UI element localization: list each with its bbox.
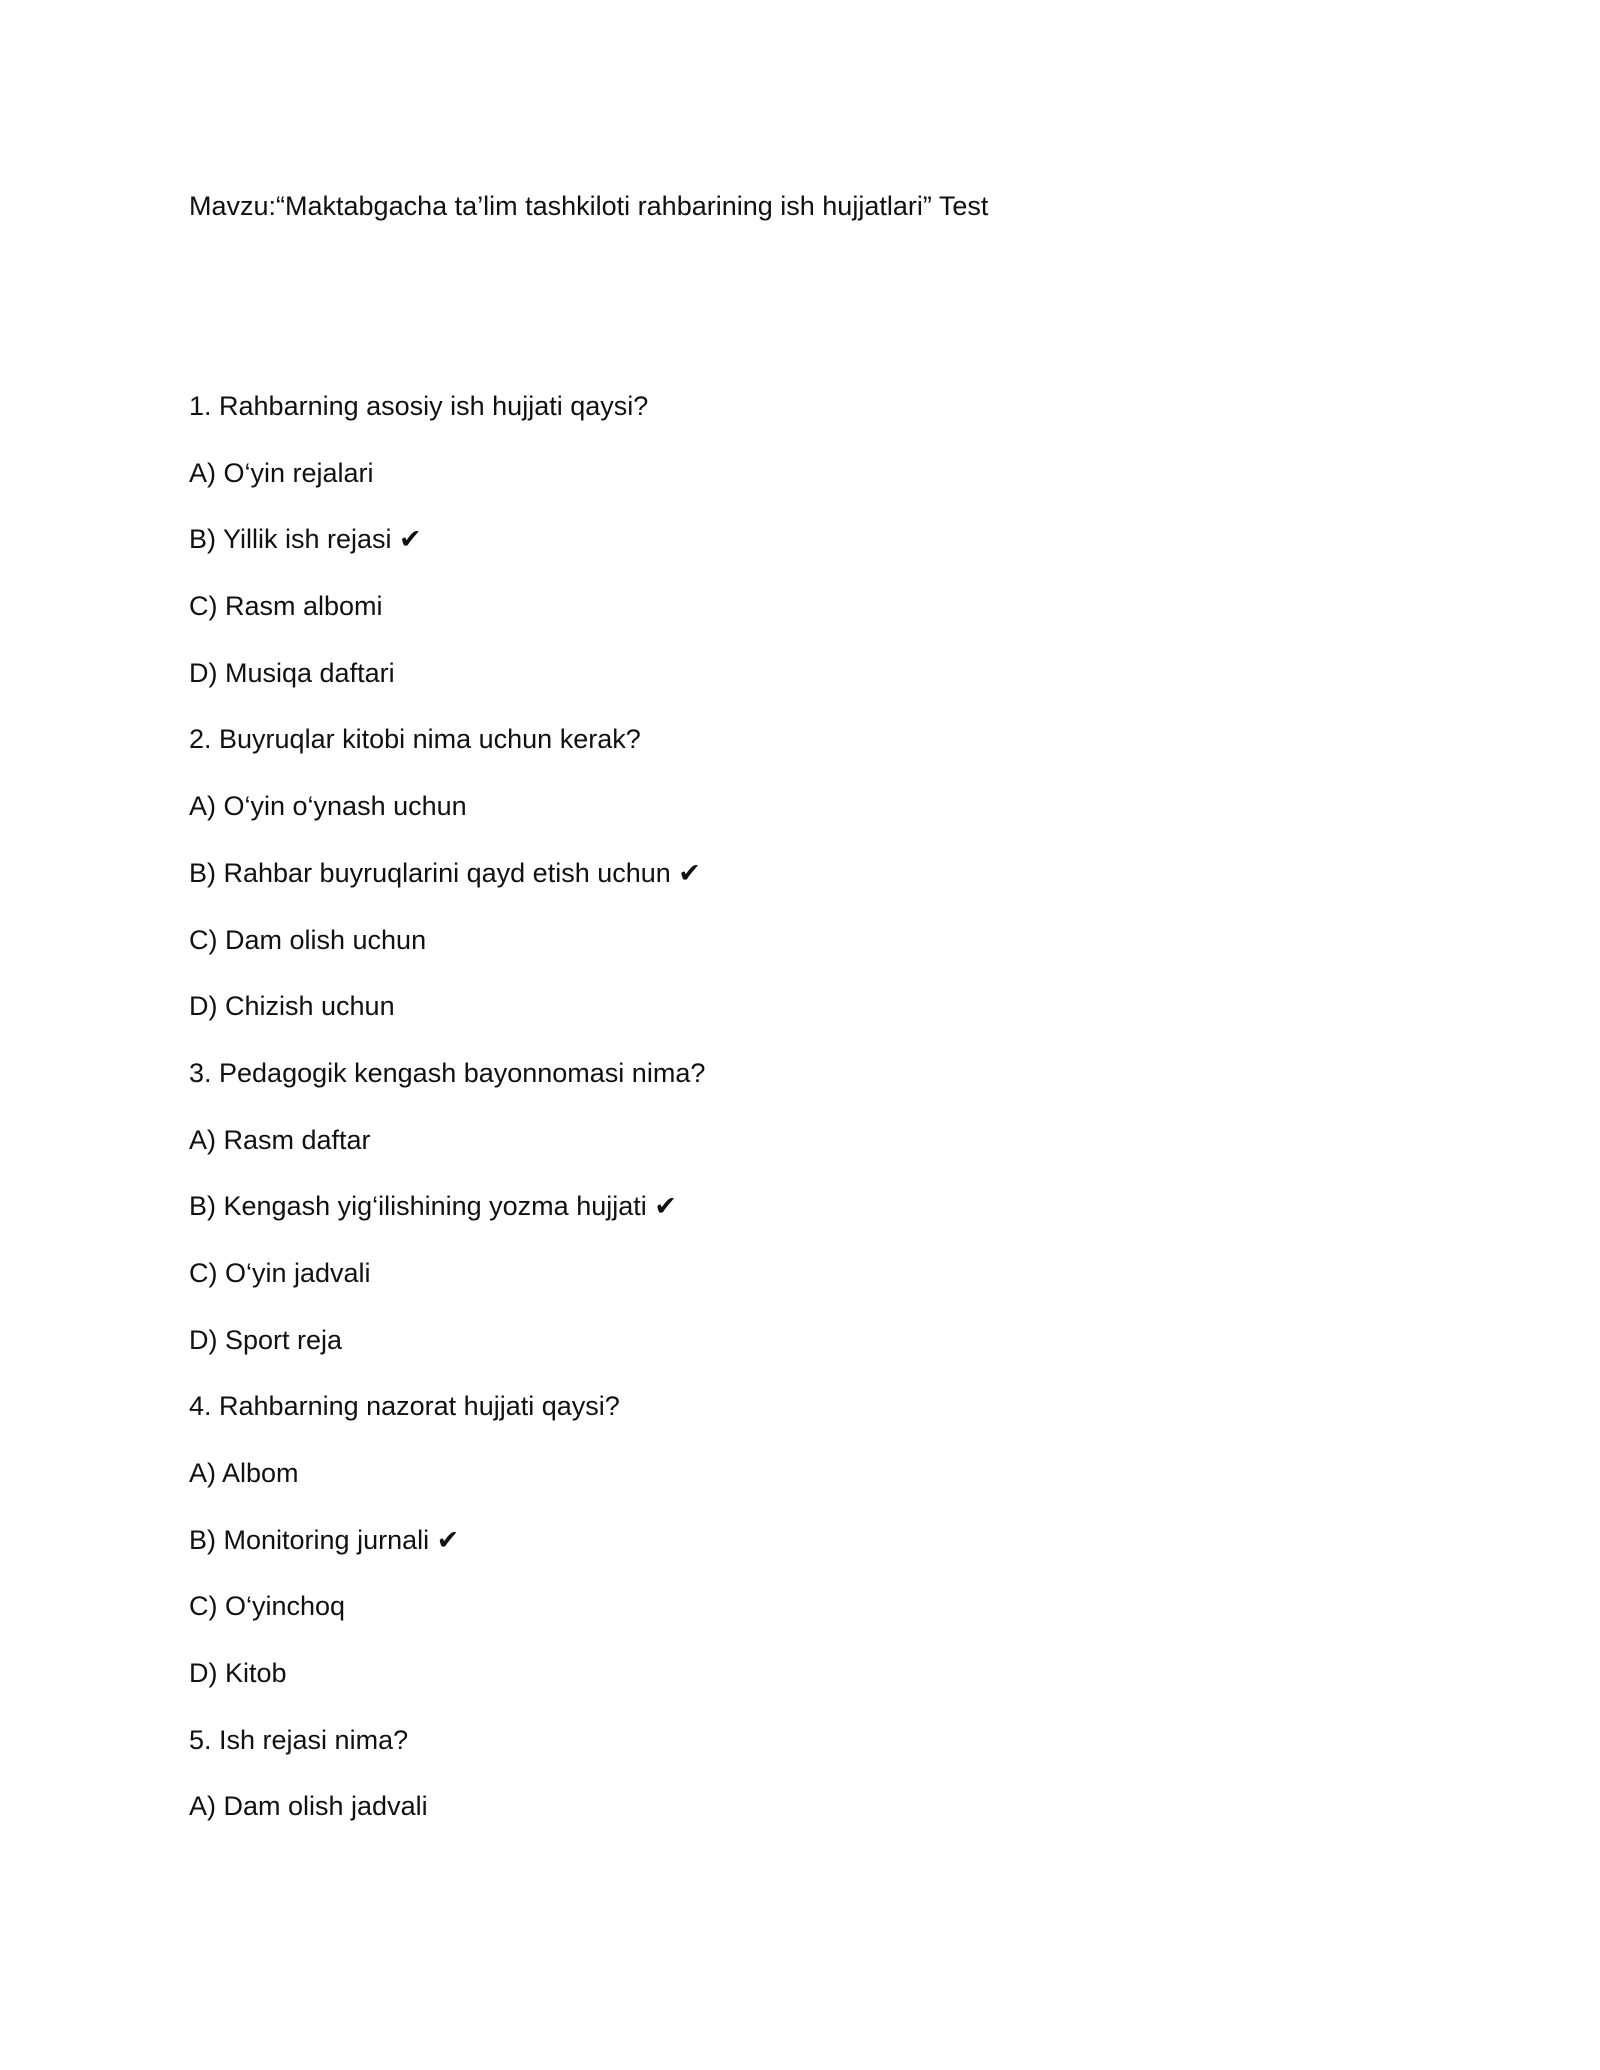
document-title: Mavzu:“Maktabgacha ta’lim tashkiloti rahbarining ish hujjatlari” Test [189, 191, 989, 221]
answer-option: A) Dam olish jadvali [189, 1791, 428, 1822]
answer-option-correct: B) Yillik ish rejasi ✔ [189, 524, 422, 555]
question-2: 2. Buyruqlar kitobi nima uchun kerak? [189, 724, 641, 755]
answer-option-correct: B) Monitoring jurnali ✔ [189, 1524, 460, 1555]
question-3: 3. Pedagogik kengash bayonnomasi nima? [189, 1057, 706, 1088]
answer-option: C) O‘yin jadvali [189, 1257, 371, 1288]
answer-option: D) Chizish uchun [189, 991, 395, 1022]
answer-option: C) O‘yinchoq [189, 1591, 346, 1622]
answer-option: A) O‘yin rejalari [189, 457, 374, 488]
answer-option: D) Musiqa daftari [189, 657, 395, 688]
answer-option: D) Kitob [189, 1658, 287, 1689]
question-4: 4. Rahbarning nazorat hujjati qaysi? [189, 1391, 620, 1422]
answer-option: D) Sport reja [189, 1324, 343, 1355]
answer-option: A) Albom [189, 1458, 299, 1488]
answer-option: C) Rasm albomi [189, 591, 383, 622]
answer-option-correct: B) Rahbar buyruqlarini qayd etish uchun ✔ [189, 857, 701, 888]
answer-option-correct: B) Kengash yig‘ilishining yozma hujjati ✔ [189, 1191, 677, 1222]
answer-option: C) Dam olish uchun [189, 924, 427, 955]
answer-option: A) Rasm daftar [189, 1124, 371, 1155]
answer-option: A) O‘yin o‘ynash uchun [189, 791, 467, 822]
question-1: 1. Rahbarning asosiy ish hujjati qaysi? [189, 391, 649, 421]
question-list [189, 386, 705, 1853]
question-5: 5. Ish rejasi nima? [189, 1724, 409, 1755]
